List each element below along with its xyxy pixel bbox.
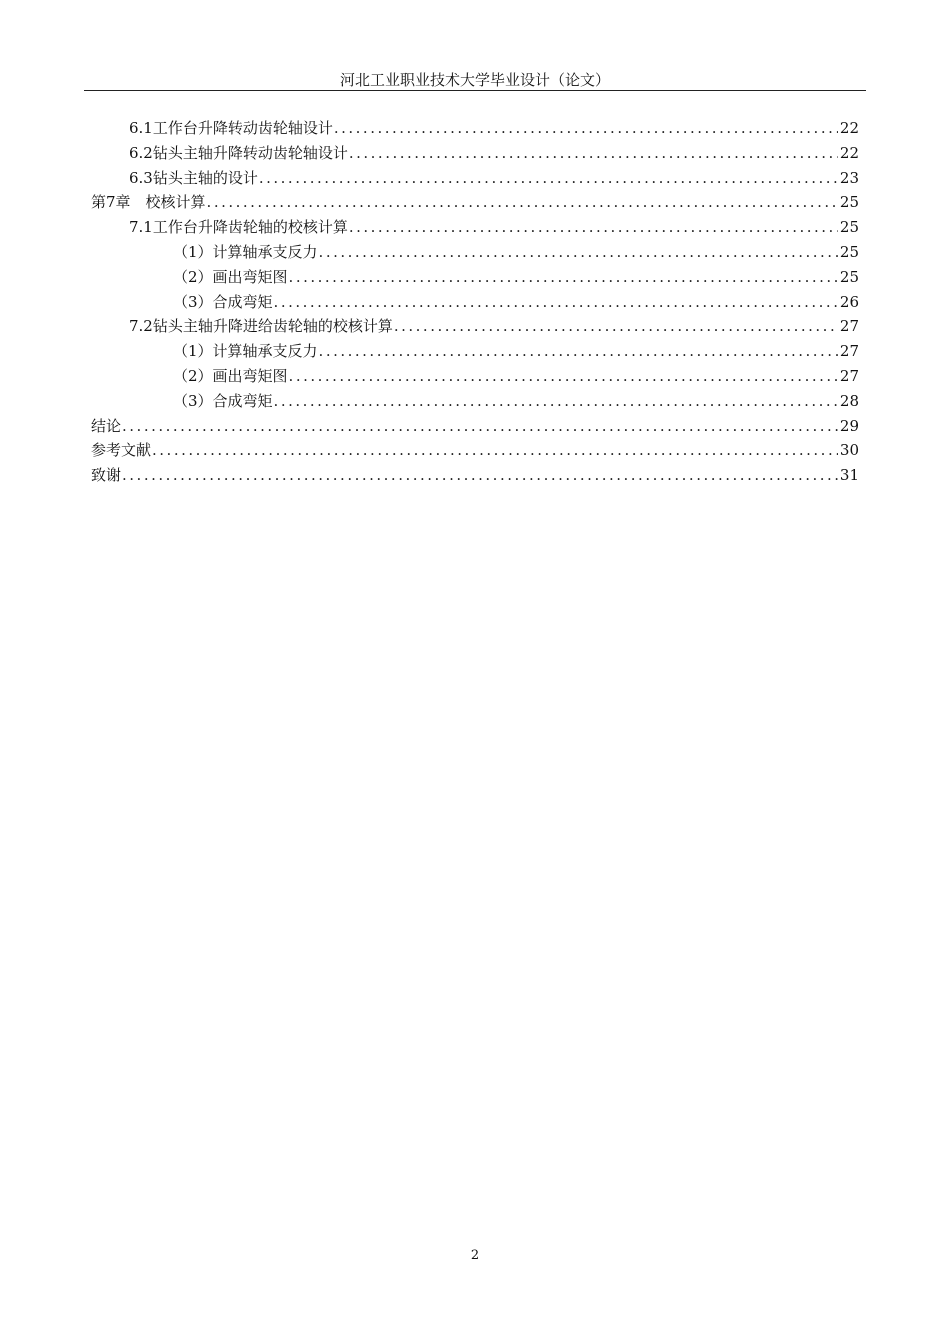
toc-entry-label: 致谢 [91,466,122,485]
toc-dot-leader [273,290,838,315]
toc-entry-page: 25 [839,242,859,261]
page-header-title: 河北工业职业技术大学毕业设计（论文） [339,71,610,89]
toc-entry-7-2-1[interactable] [91,339,859,364]
toc-dot-leader [206,190,838,215]
toc-entry-label: （2）画出弯矩图 [173,366,288,385]
toc-entry-chapter-7[interactable] [91,190,859,215]
toc-entry-label: （1）计算轴承支反力 [173,242,318,261]
toc-dot-leader [333,116,838,141]
table-of-contents [91,116,859,488]
toc-entry-label: 参考文献 [91,441,152,460]
toc-entry-label: 6.1工作台升降转动齿轮轴设计 [129,119,333,137]
toc-dot-leader [121,463,838,488]
toc-entry-7-1-1[interactable] [91,240,859,265]
header-divider [84,90,866,91]
toc-entry-6-2[interactable] [91,141,859,166]
toc-entry-page: 27 [839,317,859,336]
toc-entry-7-1-2[interactable] [91,265,859,290]
toc-entry-page: 22 [839,119,859,137]
toc-dot-leader [151,438,838,463]
toc-dot-leader [318,339,838,364]
toc-dot-leader [258,166,838,191]
toc-entry-label: （3）合成弯矩 [173,292,273,311]
toc-entry-label: 6.2钻头主轴升降转动齿轮轴设计 [129,143,348,162]
toc-entry-label: （1）计算轴承支反力 [173,342,318,361]
toc-entry-label: 7.1工作台升降齿轮轴的校核计算 [129,218,348,237]
toc-entry-conclusion[interactable] [91,414,859,439]
toc-entry-page: 29 [839,416,859,435]
toc-entry-label: 7.2钻头主轴升降进给齿轮轴的校核计算 [129,317,393,336]
toc-entry-7-1-3[interactable] [91,290,859,315]
toc-entry-page: 25 [839,193,859,212]
toc-entry-label: 结论 [91,416,122,435]
toc-entry-page: 27 [839,366,859,385]
toc-entry-7-1[interactable] [91,215,859,240]
toc-entry-7-2-2[interactable] [91,364,859,389]
toc-entry-label: （2）画出弯矩图 [173,267,288,286]
toc-dot-leader [288,265,838,290]
toc-dot-leader [121,414,838,439]
toc-entry-page: 22 [839,143,859,162]
toc-dot-leader [273,389,838,414]
toc-entry-7-2[interactable] [91,314,859,339]
toc-entry-page: 31 [839,466,859,485]
toc-dot-leader [348,215,838,240]
toc-entry-label: （3）合成弯矩 [173,391,273,410]
toc-entry-page: 23 [839,168,859,187]
toc-entry-label: 6.3钻头主轴的设计 [129,168,258,187]
toc-dot-leader [318,240,838,265]
toc-entry-label: 第7章 校核计算 [91,193,206,212]
toc-dot-leader [393,314,838,339]
toc-entry-page: 26 [839,292,859,311]
toc-entry-page: 30 [839,441,859,460]
toc-entry-page: 27 [839,342,859,361]
toc-entry-page: 25 [839,267,859,286]
toc-entry-acknowledgements[interactable] [91,463,859,488]
toc-entry-6-1[interactable] [91,116,859,141]
toc-entry-6-3[interactable] [91,166,859,191]
toc-entry-page: 25 [839,218,859,237]
toc-entry-references[interactable] [91,438,859,463]
toc-entry-7-2-3[interactable] [91,389,859,414]
toc-dot-leader [348,141,838,166]
toc-entry-page: 28 [839,391,859,410]
toc-dot-leader [288,364,838,389]
page-number: 2 [470,1248,480,1263]
